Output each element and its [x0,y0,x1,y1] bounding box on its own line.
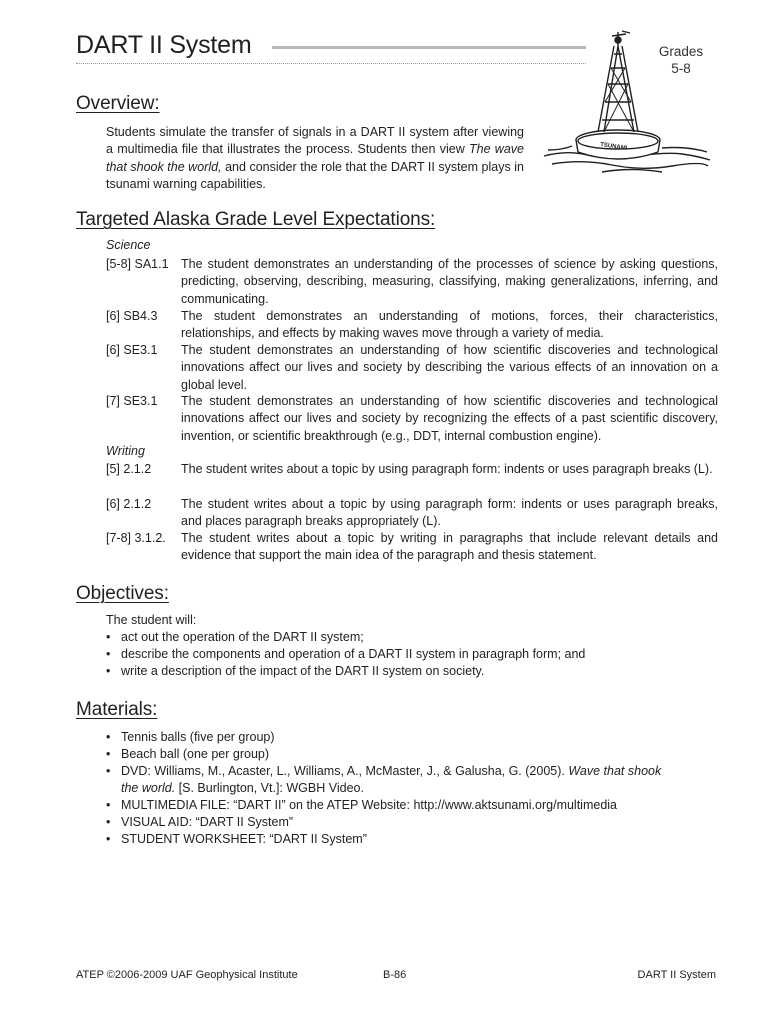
gle-item [106,461,718,478]
gle-text: The student demonstrates an understanding of motions, forces, their characteristics, relationships, and effects by making waves move through a variety of media. [181,309,718,341]
title-dotted-rule [76,63,586,64]
title-rule [272,46,586,49]
footer-page-number: B-86 [383,969,407,981]
list-item-text: act out the operation of the DART II system; [121,630,364,644]
gle-text: The student demonstrates an understanding of the processes of science by asking questions, predicting, observing, describing, measuring, classifying, making generalizations, inferring, and communicating. [181,257,718,306]
gle-code: [6] SE3.1 [106,343,158,357]
list-item-text: MULTIMEDIA FILE: “DART II” on the ATEP Website: http://www.aktsunami.org/multimedia [121,798,618,812]
gle-item [106,256,718,308]
list-item [106,746,696,763]
materials-heading: Materials: [76,699,158,720]
footer-copyright: ATEP ©2006-2009 UAF Geophysical Institute [76,969,298,981]
gle-item [106,496,718,531]
list-item-text: Beach ball (one per group) [121,747,270,761]
bullet: • [106,664,111,678]
list-item [106,729,696,746]
list-item [106,646,696,663]
list-item-text: describe the components and operation of a DART II system in paragraph form; and [121,647,586,661]
footer-title: DART II System [637,969,716,981]
bullet: • [106,815,111,829]
list-item [106,663,696,680]
list-item-text: STUDENT WORKSHEET: “DART II System” [121,832,367,846]
objectives-intro: The student will: [106,613,197,627]
list-item [106,797,696,814]
gle-code: [5-8] SA1.1 [106,257,169,271]
objectives-heading: Objectives: [76,583,169,604]
list-item [106,763,681,797]
page-title: DART II System [76,31,252,59]
science-subhead: Science [106,238,151,252]
overview-film-title: The wave that shook the world, [106,142,524,174]
list-item [106,831,696,848]
gle-heading: Targeted Alaska Grade Level Expectations: [76,209,436,230]
writing-subhead: Writing [106,444,145,458]
gle-text: The student writes about a topic by using paragraph form: indents or uses paragraph breaks, and places paragraph breaks appropriately (L). [181,497,718,529]
bullet: • [106,747,111,761]
grades-range: 5-8 [671,61,691,76]
gle-code: [7-8] 3.1.2. [106,531,166,545]
bullet: • [106,832,111,846]
grades-text: Grades [658,44,704,59]
dvd-citation: DVD: Williams, M., Acaster, L., Williams, A., McMaster, J., & Galusha, G. (2005). [121,764,569,778]
gle-item [106,308,718,343]
gle-text: The student demonstrates an understanding of how scientific discoveries and technological innovations affect our lives and society by describing the various effects of an innovation on a global level. [181,343,718,392]
gle-text: The student writes about a topic by writing in paragraphs that include relevant details and evidence that support the main idea of the paragraph and thesis statement. [181,531,718,563]
list-item [106,629,696,646]
gle-text: The student writes about a topic by using paragraph form: indents or uses paragraph breaks (L). [181,462,713,476]
gle-text: The student demonstrates an understanding of how scientific discoveries and technological innovations affect our lives and society by recognizing the effects of a past scientific discovery, invention, or scientific breakthrough (e.g., DDT, internal combustion engine). [181,394,718,443]
list-item-text: VISUAL AID: “DART II System” [121,815,294,829]
bullet: • [106,798,111,812]
overview-text-2: and consider the role that the DART II system plays in tsunami warning capabilities. [106,159,524,191]
gle-code: [6] SB4.3 [106,309,158,323]
bullet: • [106,647,111,661]
bullet: • [106,630,111,644]
gle-code: [6] 2.1.2 [106,497,152,511]
bullet: • [106,764,111,778]
list-item-text: Tennis balls (five per group) [121,730,275,744]
gle-item [106,530,718,565]
dvd-title: Wave that shook the world. [121,764,662,795]
gle-code: [5] 2.1.2 [106,462,152,476]
overview-text-1: Students simulate the transfer of signals in a DART II system after viewing a multimedia file that illustrates the process. Students then view [106,125,524,157]
overview-heading: Overview: [76,93,160,114]
gle-code: [7] SE3.1 [106,394,158,408]
buoy-illustration [542,28,712,176]
list-item-text: write a description of the impact of the DART II system on society. [121,664,485,678]
bullet: • [106,730,111,744]
buoy-label: TSUNAMI [599,142,628,152]
overview-paragraph [106,124,524,193]
list-item [106,814,696,831]
gle-item [106,342,718,394]
dvd-publisher: [S. Burlington, Vt.]: WGBH Video. [175,781,364,795]
gle-item [106,393,718,445]
